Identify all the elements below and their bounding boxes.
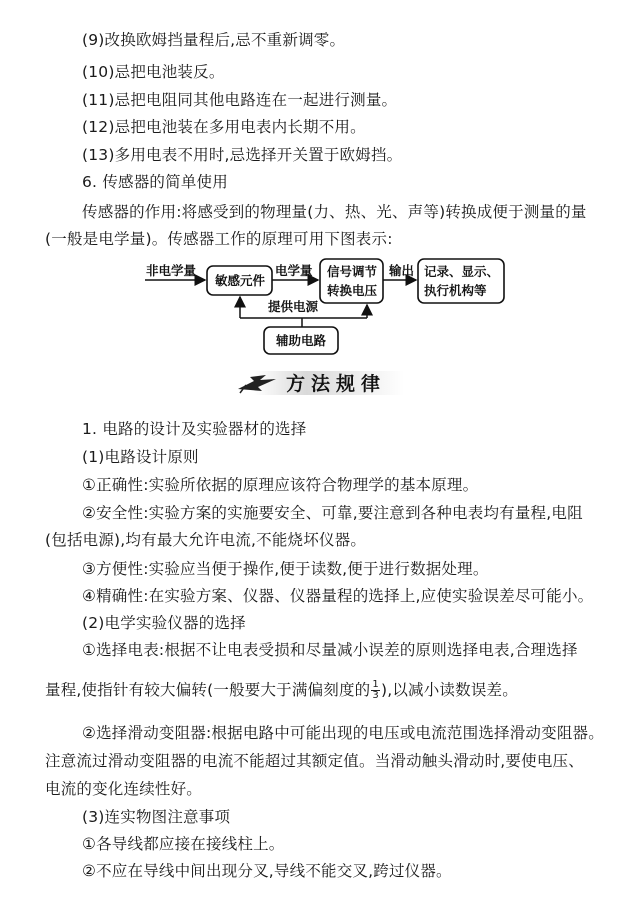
signal-label-2: 转换电压 bbox=[327, 283, 378, 298]
section-6-heading: 6. 传感器的简单使用 bbox=[82, 173, 228, 191]
method-banner bbox=[236, 367, 404, 397]
fraction-one-third bbox=[371, 680, 380, 701]
select-rheostat-line-3: 电流的变化连续性好。 bbox=[45, 780, 203, 798]
item-10: (10)忌把电池装反。 bbox=[82, 63, 225, 81]
item-11: (11)忌把电阻同其他电路连在一起进行测量。 bbox=[82, 91, 398, 109]
banner-title: 方法规律 bbox=[286, 373, 387, 395]
item-12: (12)忌把电池装在多用电表内长期不用。 bbox=[82, 118, 366, 136]
item-13: (13)多用电表不用时,忌选择开关置于欧姆挡。 bbox=[82, 146, 403, 164]
select-rheostat-line-1: ②选择滑动变阻器:根据电路中可能出现的电压或电流范围选择滑动变阻器。 bbox=[82, 724, 604, 742]
non-electric-label: 非电学量 bbox=[146, 263, 197, 278]
wiring-rule-2: ②不应在导线中间出现分叉,导线不能交叉,跨过仪器。 bbox=[82, 862, 452, 880]
method-heading-1-2: (2)电学实验仪器的选择 bbox=[82, 614, 246, 632]
select-meter-line-1: ①选择电表:根据不让电表受损和尽量减小误差的原则选择电表,合理选择 bbox=[82, 641, 578, 659]
select-meter-line-2 bbox=[45, 680, 518, 701]
record-label-1: 记录、显示、 bbox=[424, 264, 500, 279]
fraction-numerator: 1 bbox=[372, 679, 379, 690]
select-meter-text-pre: 量程,使指针有较大偏转(一般要大于满偏刻度的 bbox=[45, 681, 371, 699]
record-label-2: 执行机构等 bbox=[424, 283, 487, 298]
sensor-diagram bbox=[0, 0, 640, 360]
paragraph-line-2: (一般是电学量)。传感器工作的原理可用下图表示: bbox=[45, 230, 393, 248]
power-label: 提供电源 bbox=[268, 299, 319, 314]
principle-convenience: ③方便性:实验应当便于操作,便于读数,便于进行数据处理。 bbox=[82, 560, 489, 578]
principle-correctness: ①正确性:实验所依据的原理应该符合物理学的基本原理。 bbox=[82, 476, 479, 494]
wiring-rule-1: ①各导线都应接在接线柱上。 bbox=[82, 835, 285, 853]
method-heading-1-1: (1)电路设计原则 bbox=[82, 448, 199, 466]
output-label: 输出 bbox=[389, 263, 415, 278]
aux-label: 辅助电路 bbox=[276, 333, 327, 348]
method-heading-1-3: (3)连实物图注意事项 bbox=[82, 808, 231, 826]
sensor-label: 敏感元件 bbox=[215, 273, 266, 288]
paragraph-line-1: 传感器的作用:将感受到的物理量(力、热、光、声等)转换成便于测量的量 bbox=[82, 203, 587, 221]
item-9: (9)改换欧姆挡量程后,忌不重新调零。 bbox=[82, 31, 346, 49]
select-meter-text-post: ),以减小读数误差。 bbox=[380, 681, 518, 699]
select-rheostat-line-2: 注意流过滑动变阻器的电流不能超过其额定值。当滑动触头滑动时,要使电压、 bbox=[45, 752, 584, 770]
electric-label: 电学量 bbox=[275, 263, 313, 278]
principle-safety-line-2: (包括电源),均有最大允许电流,不能烧坏仪器。 bbox=[45, 531, 367, 549]
fraction-denominator: 3 bbox=[372, 690, 379, 701]
principle-safety-line-1: ②安全性:实验方案的实施要安全、可靠,要注意到各种电表均有量程,电阻 bbox=[82, 504, 583, 522]
signal-label-1: 信号调节 bbox=[327, 264, 378, 279]
method-heading-1: 1. 电路的设计及实验器材的选择 bbox=[82, 420, 307, 438]
principle-accuracy: ④精确性:在实验方案、仪器、仪器量程的选择上,应使实验误差尽可能小。 bbox=[82, 587, 594, 605]
